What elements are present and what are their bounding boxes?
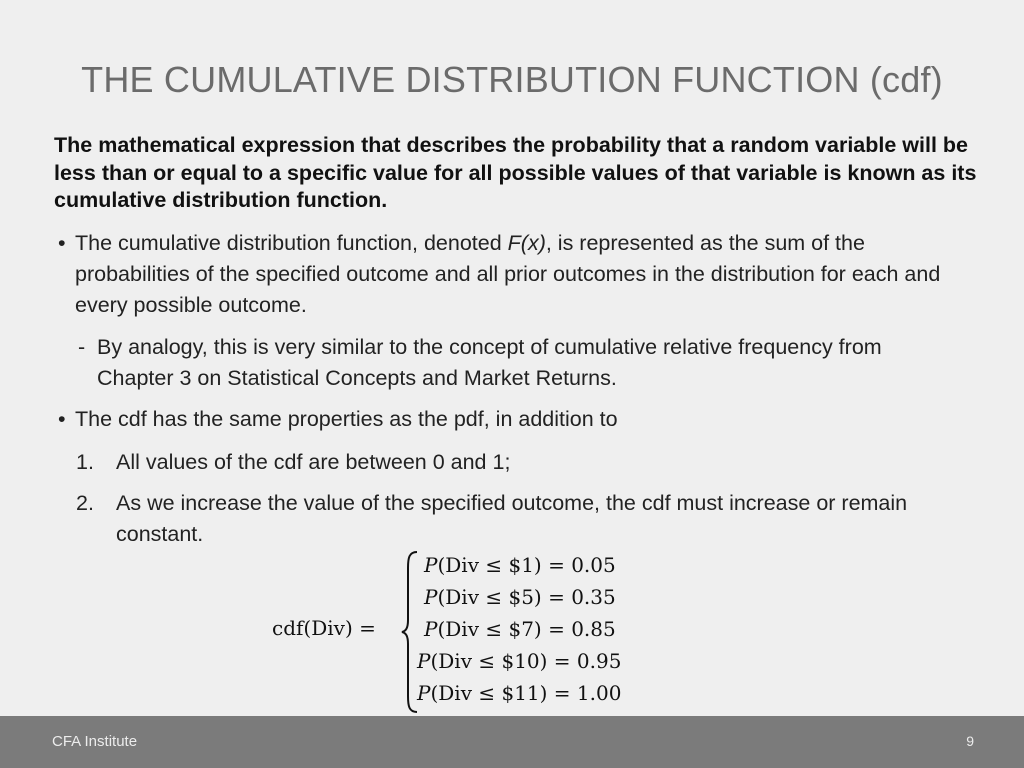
page-number: 9 (966, 733, 974, 749)
sub-bullet-analogy (78, 332, 918, 394)
bullet-text: The cdf has the same properties as the pdf, in addition to (75, 407, 618, 431)
numbered-item-1 (76, 447, 966, 478)
prob-symbol: P (424, 553, 438, 577)
number-mark: 2. (76, 491, 94, 515)
prob-symbol: P (424, 617, 438, 641)
footer-brand: CFA Institute (52, 733, 138, 750)
number-mark: 1. (76, 450, 94, 474)
footer-bar (0, 716, 1024, 768)
sub-bullet-mark: - (78, 335, 86, 359)
intro-definition: The mathematical expression that describes the probability that a random variable will be less than or equal to a specific value for all possible values of that variable is known as its cumulative distribution function. (54, 133, 977, 212)
bullet-text-before: The cumulative distribution function, denoted (75, 231, 508, 255)
formula-case-4 (417, 649, 621, 673)
numbered-item-2 (76, 488, 966, 550)
numbered-text: All values of the cdf are between 0 and 1; (116, 450, 511, 474)
bullet-cdf-definition (58, 228, 958, 321)
bullet-text-after: , is represented as the sum of the probabilities of the specified outcome and all prior outcomes in the distribution for each and every possible outcome. (75, 231, 941, 317)
prob-symbol: P (417, 649, 431, 673)
formula-case-2 (424, 585, 616, 609)
case-expression: (Div ≤ $10) = 0.95 (430, 649, 622, 673)
fx-emphasis: F(x) (507, 231, 546, 255)
case-expression: (Div ≤ $11) = 1.00 (430, 681, 622, 705)
numbered-text: As we increase the value of the specified outcome, the cdf must increase or remain constant. (116, 491, 908, 546)
bullet-mark: • (58, 407, 66, 431)
slide-title: THE CUMULATIVE DISTRIBUTION FUNCTION (cdf) (81, 59, 943, 100)
case-expression: (Div ≤ $7) = 0.85 (437, 617, 616, 641)
prob-symbol: P (424, 585, 438, 609)
formula-case-1 (424, 553, 616, 577)
formula-case-3 (424, 617, 616, 641)
cdf-formula (0, 550, 1024, 715)
formula-case-5 (417, 681, 621, 705)
bullet-cdf-properties (58, 404, 958, 435)
sub-bullet-text: By analogy, this is very similar to the concept of cumulative relative frequency from Chapter 3 on Statistical Concepts and Market Returns. (97, 335, 882, 390)
formula-lhs: cdf(Div) = (272, 616, 376, 640)
prob-symbol: P (417, 681, 431, 705)
case-expression: (Div ≤ $1) = 0.05 (437, 553, 616, 577)
bullet-mark: • (58, 231, 66, 255)
case-expression: (Div ≤ $5) = 0.35 (437, 585, 616, 609)
bullet-text (75, 228, 958, 321)
